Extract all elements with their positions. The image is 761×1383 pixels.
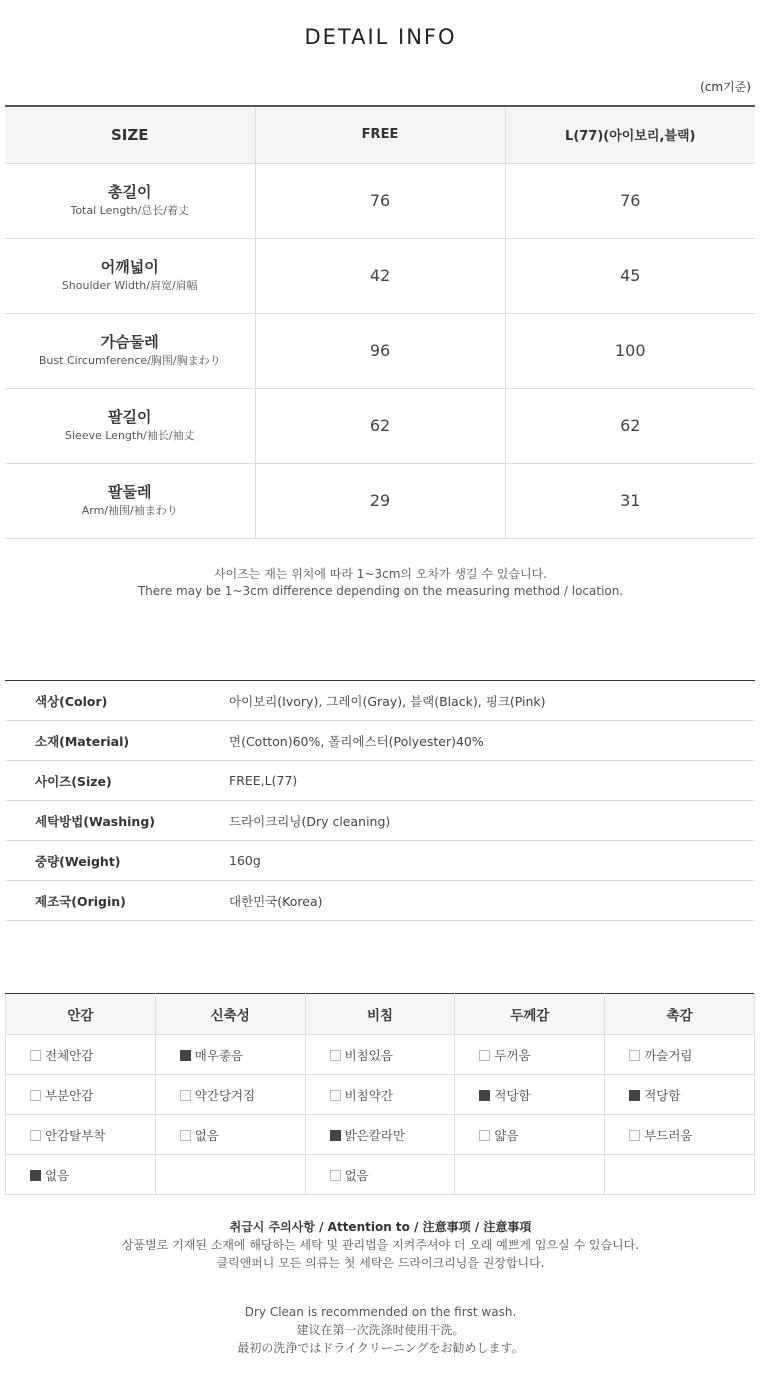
info-key: 사이즈(Size) xyxy=(5,761,229,801)
unchecked-box-icon xyxy=(479,1130,490,1141)
info-key: 색상(Color) xyxy=(5,681,229,721)
feel-cell xyxy=(605,1035,755,1075)
unchecked-box-icon xyxy=(180,1090,191,1101)
feel-cell xyxy=(6,1035,156,1075)
unchecked-box-icon xyxy=(629,1130,640,1141)
table-row xyxy=(5,163,755,238)
value-free: 42 xyxy=(255,238,505,313)
measure-name: 어깨넓이 xyxy=(100,258,159,276)
size-note-ko: 사이즈는 재는 위치에 따라 1~3cm의 오차가 생길 수 있습니다. xyxy=(214,567,547,581)
feel-option-label: 없음 xyxy=(344,1167,369,1183)
dry-clean-en: Dry Clean is recommended on the first wash. xyxy=(244,1305,517,1319)
value-l77: 62 xyxy=(505,388,755,463)
feel-cell xyxy=(455,1035,605,1075)
measure-name: 팔둘레 xyxy=(108,483,152,501)
table-row xyxy=(6,1115,755,1155)
info-key: 소재(Material) xyxy=(5,721,229,761)
measure-name-cell xyxy=(5,238,255,313)
value-free: 62 xyxy=(255,388,505,463)
feel-cell xyxy=(6,1155,156,1195)
value-free: 96 xyxy=(255,313,505,388)
feel-header-row xyxy=(6,994,755,1035)
dry-clean-note xyxy=(0,1303,761,1357)
feel-cell xyxy=(605,1115,755,1155)
dry-clean-zh: 建议在第一次洗涤时使用干洗。 xyxy=(296,1323,465,1337)
feel-cell xyxy=(605,1075,755,1115)
size-note-en: There may be 1~3cm difference depending on the measuring method / location. xyxy=(137,584,624,598)
info-value: 160g xyxy=(229,841,755,881)
feel-cell xyxy=(455,1155,605,1195)
unchecked-box-icon xyxy=(30,1130,41,1141)
checked-box-icon xyxy=(479,1090,490,1101)
feel-cell xyxy=(455,1075,605,1115)
care-heading: 취급시 주의사항 / Attention to / 注意事项 / 注意事項 xyxy=(229,1220,532,1234)
care-line-1: 상품별로 기재된 소재에 해당하는 세탁 및 관리법을 지켜주셔야 더 오래 예쁘게 입으실 수 있습니다. xyxy=(121,1238,640,1252)
feel-option-label: 비침있음 xyxy=(344,1047,393,1063)
feel-cell xyxy=(605,1155,755,1195)
feel-header-thickness: 두께감 xyxy=(455,994,605,1035)
measure-subtitle: Bust Circumference/胸围/胸まわり xyxy=(38,354,221,367)
feel-cell xyxy=(155,1035,305,1075)
unchecked-box-icon xyxy=(330,1050,341,1061)
feel-cell xyxy=(305,1075,455,1115)
feel-cell xyxy=(6,1075,156,1115)
info-key: 세탁방법(Washing) xyxy=(5,801,229,841)
measure-name: 총길이 xyxy=(108,183,152,201)
feel-cell xyxy=(6,1115,156,1155)
feel-option-label: 안감탈부착 xyxy=(45,1127,106,1143)
unchecked-box-icon xyxy=(330,1170,341,1181)
table-row xyxy=(5,721,755,761)
table-row xyxy=(5,463,755,538)
feel-option-label: 없음 xyxy=(194,1127,219,1143)
value-free: 29 xyxy=(255,463,505,538)
unchecked-box-icon xyxy=(180,1130,191,1141)
unchecked-box-icon xyxy=(479,1050,490,1061)
measure-name-cell xyxy=(5,463,255,538)
info-value: 면(Cotton)60%, 폴리에스터(Polyester)40% xyxy=(229,721,755,761)
size-header-l77: L(77)(아이보리,블랙) xyxy=(505,106,755,163)
size-table xyxy=(5,105,755,539)
measure-subtitle: Total Length/总长/着丈 xyxy=(70,204,190,217)
product-info-table xyxy=(5,680,755,921)
feel-option-label: 두꺼움 xyxy=(494,1047,531,1063)
measure-name-cell xyxy=(5,313,255,388)
value-l77: 100 xyxy=(505,313,755,388)
value-free: 76 xyxy=(255,163,505,238)
info-key: 중량(Weight) xyxy=(5,841,229,881)
table-row xyxy=(5,313,755,388)
info-value: FREE,L(77) xyxy=(229,761,755,801)
table-row xyxy=(5,801,755,841)
size-header-label: SIZE xyxy=(5,106,255,163)
feel-cell xyxy=(455,1115,605,1155)
size-note xyxy=(0,566,761,600)
feel-option-label: 전체안감 xyxy=(45,1047,94,1063)
table-row xyxy=(5,881,755,921)
info-value: 드라이크리닝(Dry cleaning) xyxy=(229,801,755,841)
checked-box-icon xyxy=(629,1090,640,1101)
fabric-feel-table xyxy=(5,993,755,1195)
feel-cell xyxy=(155,1075,305,1115)
unit-label: (cm기준) xyxy=(700,80,751,94)
measure-name-cell xyxy=(5,163,255,238)
feel-header-lining: 안감 xyxy=(6,994,156,1035)
feel-option-label: 매우좋음 xyxy=(194,1047,244,1063)
care-line-2: 클릭앤퍼니 모든 의류는 첫 세탁은 드라이크리닝을 권장합니다. xyxy=(216,1256,545,1270)
table-row xyxy=(5,388,755,463)
feel-option-label: 부드러움 xyxy=(644,1127,693,1143)
measure-name: 가슴둘레 xyxy=(100,333,159,351)
feel-header-sheer: 비침 xyxy=(305,994,455,1035)
feel-option-label: 얇음 xyxy=(494,1127,519,1143)
feel-header-texture: 촉감 xyxy=(605,994,755,1035)
info-key: 제조국(Origin) xyxy=(5,881,229,921)
measure-subtitle: Sleeve Length/袖长/袖丈 xyxy=(64,429,195,442)
measure-name-cell xyxy=(5,388,255,463)
feel-option-label: 비침약간 xyxy=(344,1087,393,1103)
care-instructions xyxy=(0,1218,761,1272)
table-row xyxy=(6,1035,755,1075)
feel-option-label: 밝은칼라만 xyxy=(344,1127,405,1143)
checked-box-icon xyxy=(30,1170,41,1181)
feel-option-label: 적당함 xyxy=(644,1087,681,1103)
feel-cell xyxy=(305,1155,455,1195)
table-row xyxy=(5,681,755,721)
feel-option-label: 약간당겨짐 xyxy=(194,1087,256,1103)
feel-option-label: 적당함 xyxy=(494,1087,531,1103)
value-l77: 45 xyxy=(505,238,755,313)
page-title: DETAIL INFO xyxy=(304,25,457,49)
unchecked-box-icon xyxy=(30,1050,41,1061)
feel-cell xyxy=(305,1035,455,1075)
feel-cell xyxy=(155,1115,305,1155)
info-value: 아이보리(Ivory), 그레이(Gray), 블랙(Black), 핑크(Pink) xyxy=(229,681,755,721)
table-row xyxy=(6,1155,755,1195)
size-header-free: FREE xyxy=(255,106,505,163)
checked-box-icon xyxy=(180,1050,191,1061)
unchecked-box-icon xyxy=(629,1050,640,1061)
feel-option-label: 까슬거림 xyxy=(644,1047,693,1063)
info-value: 대한민국(Korea) xyxy=(229,881,755,921)
measure-name: 팔길이 xyxy=(108,408,152,426)
feel-option-label: 없음 xyxy=(45,1167,70,1183)
size-table-header xyxy=(5,106,755,163)
table-row xyxy=(6,1075,755,1115)
dry-clean-ja: 最初の洗浄ではドライクリーニングをお勧めします。 xyxy=(237,1341,524,1355)
unchecked-box-icon xyxy=(330,1090,341,1101)
table-row xyxy=(5,841,755,881)
checked-box-icon xyxy=(330,1130,341,1141)
measure-subtitle: Arm/袖围/袖まわり xyxy=(81,504,178,517)
feel-cell xyxy=(305,1115,455,1155)
table-row xyxy=(5,761,755,801)
feel-cell xyxy=(155,1155,305,1195)
value-l77: 31 xyxy=(505,463,755,538)
table-row xyxy=(5,238,755,313)
value-l77: 76 xyxy=(505,163,755,238)
unchecked-box-icon xyxy=(30,1090,41,1101)
feel-option-label: 부분안감 xyxy=(45,1087,94,1103)
feel-header-stretch: 신축성 xyxy=(155,994,305,1035)
measure-subtitle: Shoulder Width/肩宽/肩幅 xyxy=(61,279,198,292)
